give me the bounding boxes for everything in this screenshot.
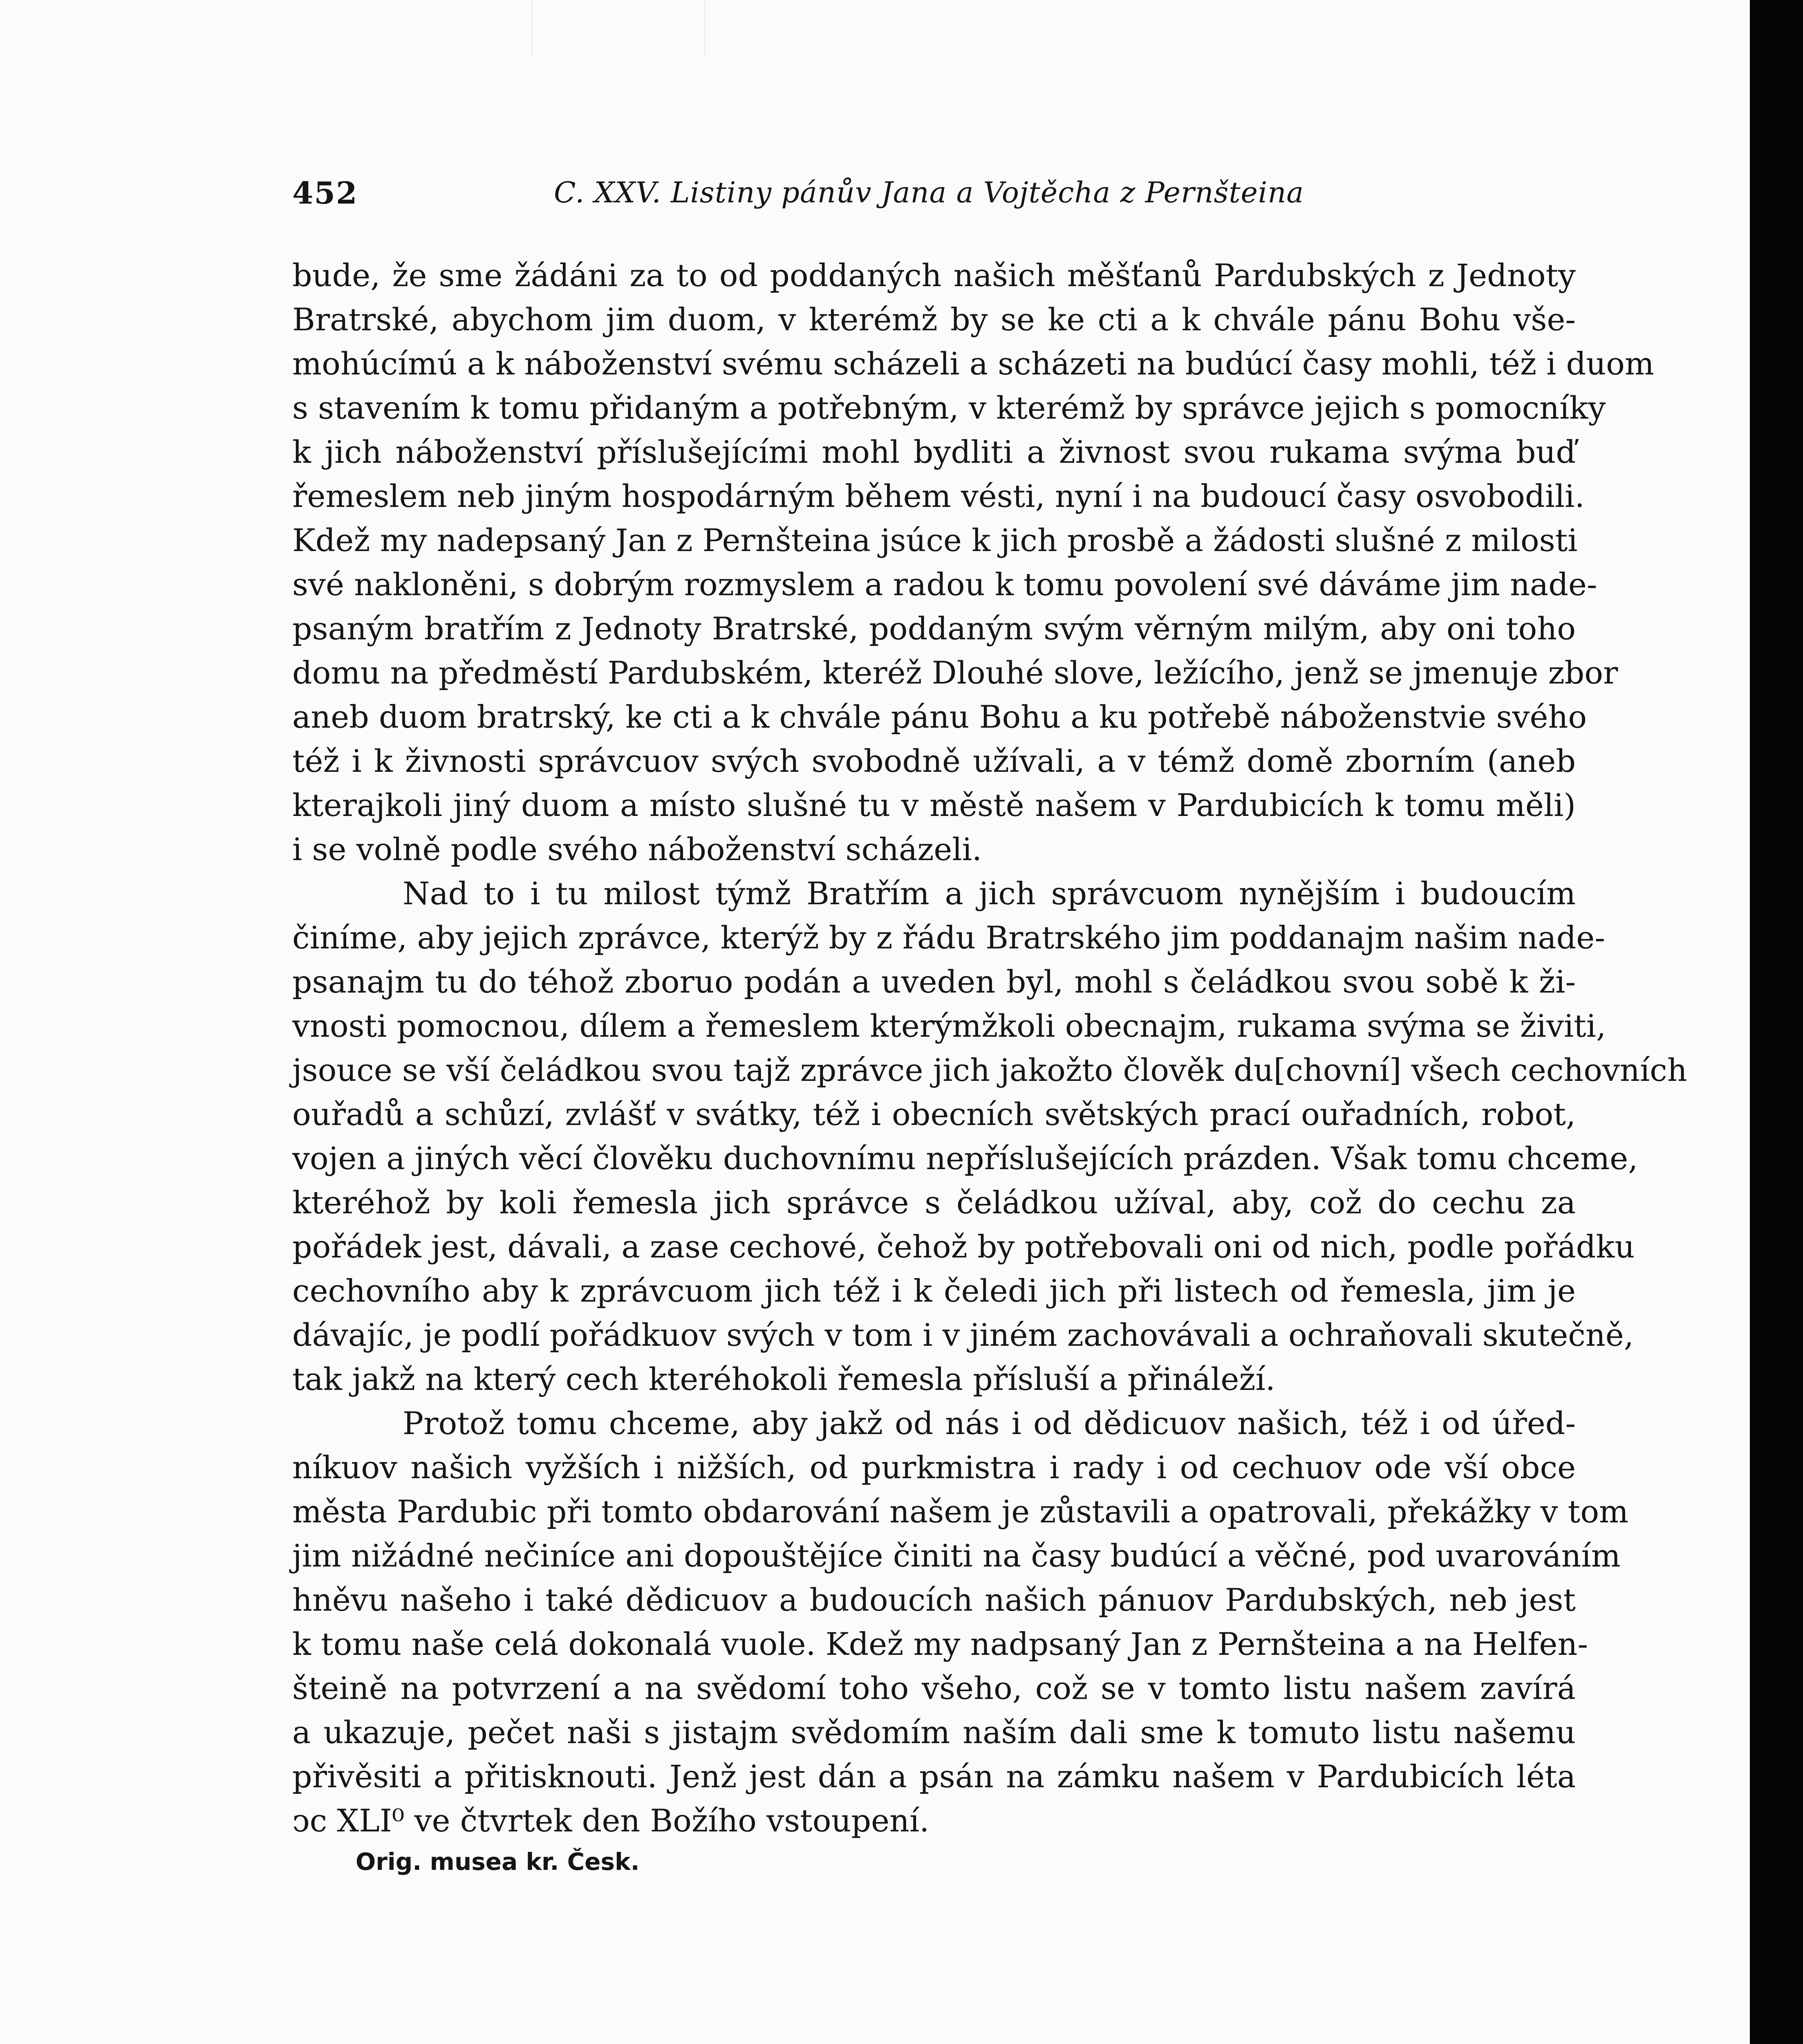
text-line: Bratrské, abychom jim duom, v kterémž by se ke cti a k chvále pánu Bohu vše- xyxy=(292,301,1576,338)
text-line: Kdež my nadepsaný Jan z Pernšteina jsúce k jich prosbě a žádosti slušné z milosti xyxy=(292,522,1578,558)
text-line: hněvu našeho i také dědicuov a budoucích našich pánuov Pardubských, neb jest xyxy=(292,1582,1576,1618)
body-text xyxy=(292,253,1687,1843)
paragraph-2 xyxy=(292,872,1687,1401)
text-line: níkuov našich vyžších i nižších, od purkmistra i rady i od cechuov ode vší obce xyxy=(292,1449,1576,1486)
scan-border xyxy=(1750,0,1803,2044)
text-line: tak jakž na který cech kteréhokoli řemesla přísluší a přináleží. xyxy=(292,1361,1275,1397)
text-line: psaným bratřím z Jednoty Bratrské, poddaným svým věrným milým, aby oni toho xyxy=(292,610,1576,647)
text-line: kteréhož by koli řemesla jich správce s čeládkou užíval, aby, což do cechu za xyxy=(292,1184,1576,1221)
text-line: ͻc XLI⁰ ve čtvrtek den Božího vstoupení. xyxy=(292,1802,929,1839)
page-number: 452 xyxy=(292,176,358,211)
text-line: Nad to i tu milost týmž Bratřím a jich správcuom nynějším i budoucím xyxy=(403,875,1576,912)
page-header xyxy=(292,176,1711,225)
text-line: psanajm tu do téhož zboruo podán a uveden byl, mohl s čeládkou svou sobě k ži- xyxy=(292,964,1576,1000)
text-line: mohúcímú a k náboženství svému scházeli a scházeti na budúcí časy mohli, též i duom xyxy=(292,345,1654,382)
text-line: pořádek jest, dávali, a zase cechové, čehož by potřebovali oni od nich, podle pořádku xyxy=(292,1228,1635,1265)
text-line: města Pardubic při tomto obdarování našem je zůstavili a opatrovali, překážky v tom xyxy=(292,1493,1629,1530)
text-line: aneb duom bratrský, ke cti a k chvále pánu Bohu a ku potřebě náboženstvie svého xyxy=(292,699,1587,735)
text-line: řemeslem neb jiným hospodárným během vésti, nyní i na budoucí časy osvobodili. xyxy=(292,478,1585,514)
text-line: cechovního aby k zprávcuom jich též i k čeledi jich při listech od řemesla, jim je xyxy=(292,1273,1576,1309)
text-line: ouřadů a schůzí, zvlášť v svátky, též i obecních světských prací ouřadních, robot, xyxy=(292,1096,1576,1132)
text-line: Protož tomu chceme, aby jakž od nás i od dědicuov našich, též i od úřed- xyxy=(403,1405,1576,1441)
text-line: bude, že sme žádáni za to od poddaných našich měšťanů Pardubských z Jednoty xyxy=(292,257,1576,294)
text-line: domu na předměstí Pardubském, kteréž Dlouhé slove, ležícího, jenž se jmenuje zbor xyxy=(292,654,1618,691)
text-line: s stavením k tomu přidaným a potřebným, v kterémž by správce jejich s pomocníky xyxy=(292,390,1606,426)
paragraph-1 xyxy=(292,253,1654,872)
text-line: vojen a jiných věcí člověku duchovnímu nepříslušejících prázden. Však tomu chceme, xyxy=(292,1140,1638,1177)
paragraph-3 xyxy=(292,1401,1629,1843)
text-line: a ukazuje, pečet naši s jistajm svědomím naším dali sme k tomuto listu našemu xyxy=(292,1714,1576,1750)
text-line: k jich náboženství příslušejícími mohl bydliti a živnost svou rukama svýma buď xyxy=(292,434,1576,470)
text-line: šteině na potvrzení a na svědomí toho všeho, což se v tomto listu našem zavírá xyxy=(292,1670,1576,1706)
text-line: dávajíc, je podlí pořádkuov svých v tom i v jiném zachovávali a ochraňovali skutečně, xyxy=(292,1317,1634,1353)
scan-artifact xyxy=(531,0,706,57)
text-line: k tomu naše celá dokonalá vuole. Kdež my nadpsaný Jan z Pernšteina a na Helfen- xyxy=(292,1626,1588,1662)
text-line: kterajkoli jiný duom a místo slušné tu v městě našem v Pardubicích k tomu měli) xyxy=(292,787,1576,823)
text-line: i se volně podle svého náboženství scházeli. xyxy=(292,831,982,867)
text-line: vnosti pomocnou, dílem a řemeslem kterýmžkoli obecnajm, rukama svýma se živiti, xyxy=(292,1008,1606,1044)
text-line: jsouce se vší čeládkou svou tajž zprávce jich jakožto člověk du[chovní] všech cechovních xyxy=(292,1052,1687,1088)
text-line: své nakloněni, s dobrým rozmyslem a radou k tomu povolení své dáváme jim nade- xyxy=(292,566,1597,603)
source-footnote: Orig. musea kr. Česk. xyxy=(356,1848,640,1876)
text-line: jim nižádné nečiníce ani dopouštějíce činiti na časy budúcí a věčné, pod uvarováním xyxy=(292,1537,1621,1574)
running-title: C. XXV. Listiny pánův Jana a Vojtěcha z Pernšteina xyxy=(554,176,1304,209)
text-line: činíme, aby jejich zprávce, kterýž by z řádu Bratrského jim poddanajm našim nade- xyxy=(292,919,1605,956)
text-line: též i k živnosti správcuov svých svobodně užívali, a v témž domě zborním (aneb xyxy=(292,743,1576,779)
text-line: přivěsiti a přitisknouti. Jenž jest dán a psán na zámku našem v Pardubicích léta xyxy=(292,1758,1576,1795)
